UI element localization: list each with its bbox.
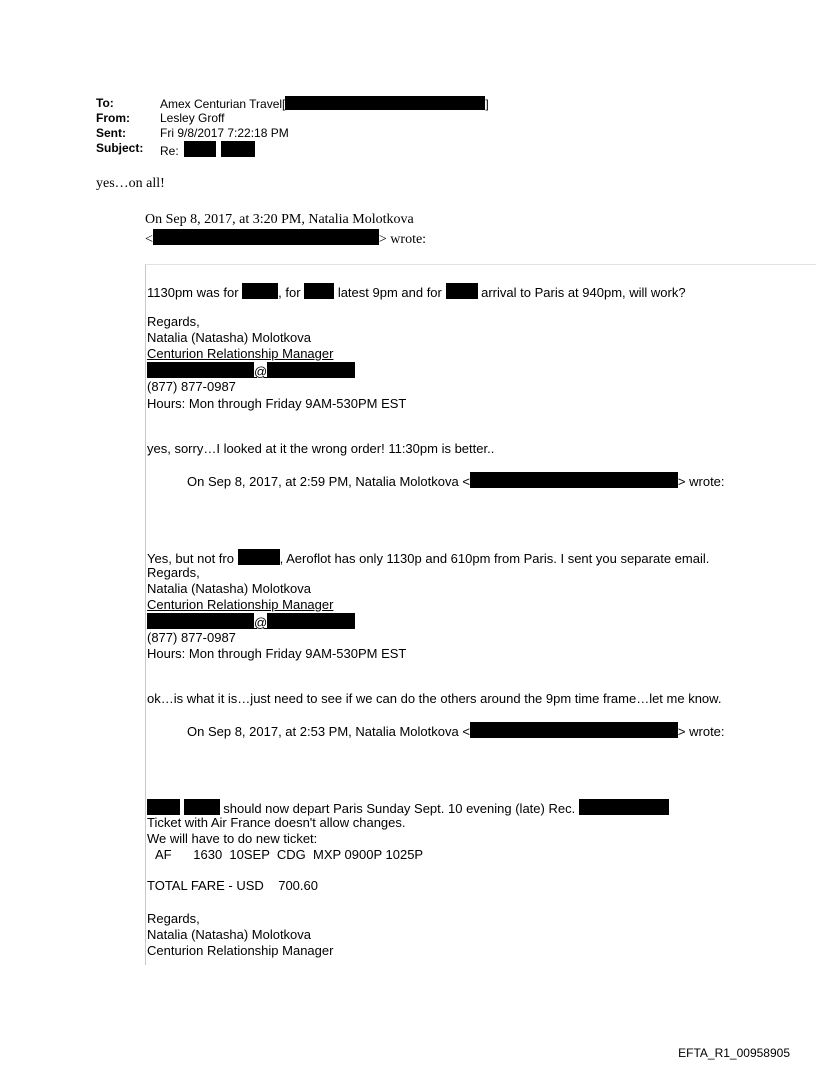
msg3-line3: We will have to do new ticket: bbox=[147, 831, 318, 846]
msg3-regards: Regards, bbox=[147, 911, 200, 926]
redaction-block bbox=[470, 722, 678, 738]
sent-value: Fri 9/8/2017 7:22:18 PM bbox=[160, 126, 289, 140]
redaction-block bbox=[147, 362, 254, 378]
redaction-block bbox=[285, 96, 485, 110]
to-label: To: bbox=[96, 96, 114, 110]
from-value: Lesley Groff bbox=[160, 111, 225, 125]
sig2-name: Natalia (Natasha) Molotkova bbox=[147, 581, 312, 596]
msg1-line: 1130pm was for , for latest 9pm and for arrival to Paris at 940pm, will work? bbox=[147, 285, 686, 300]
msg2-line: Yes, but not fro , Aeroflot has only 1130p and 610pm from Paris. I sent you separate email. bbox=[147, 551, 710, 566]
redaction-block bbox=[267, 362, 355, 378]
msg3-sig-title: Centurion Relationship Manager bbox=[147, 943, 334, 958]
quoted-intro-line1: On Sep 8, 2017, at 3:20 PM, Natalia Molotkova bbox=[145, 212, 414, 227]
reply2-text: yes, sorry…I looked at it the wrong order! 11:30pm is better.. bbox=[147, 441, 495, 456]
msg3-flight: AF 1630 10SEP CDG MXP 0900P 1025P bbox=[155, 847, 424, 862]
sig2-hours: Hours: Mon through Friday 9AM-530PM EST bbox=[147, 646, 407, 661]
redaction-block bbox=[238, 549, 280, 565]
redaction-block bbox=[470, 472, 678, 488]
msg3-line1: should now depart Paris Sunday Sept. 10 evening (late) Rec. bbox=[147, 799, 669, 816]
msg1-regards: Regards, bbox=[147, 314, 200, 329]
subject-value: Re: bbox=[160, 141, 255, 158]
msg2-regards: Regards, bbox=[147, 565, 200, 580]
sig2-title: Centurion Relationship Manager bbox=[147, 597, 334, 612]
document-id: EFTA_R1_00958905 bbox=[678, 1046, 790, 1060]
sent-label: Sent: bbox=[96, 126, 126, 140]
sig1-name: Natalia (Natasha) Molotkova bbox=[147, 330, 312, 345]
sig1-hours: Hours: Mon through Friday 9AM-530PM EST bbox=[147, 396, 407, 411]
subject-label: Subject: bbox=[96, 141, 144, 155]
sig1-phone: (877) 877-0987 bbox=[147, 379, 236, 394]
sig1-title: Centurion Relationship Manager bbox=[147, 346, 334, 361]
from-label: From: bbox=[96, 111, 130, 125]
redaction-block bbox=[579, 799, 669, 815]
sig1-email: @ bbox=[147, 362, 355, 379]
msg3-line2: Ticket with Air France doesn't allow changes. bbox=[147, 815, 406, 830]
redaction-block bbox=[267, 613, 355, 629]
redaction-block bbox=[153, 229, 379, 245]
redaction-block bbox=[221, 141, 255, 157]
redaction-block bbox=[147, 613, 254, 629]
msg3-fare: TOTAL FARE - USD 700.60 bbox=[147, 878, 318, 893]
quoted-intro-line2: < > wrote: bbox=[145, 229, 426, 248]
redaction-block bbox=[304, 283, 334, 299]
quote2-header: On Sep 8, 2017, at 2:59 PM, Natalia Molotkova < > wrote: bbox=[187, 474, 725, 489]
reply3-text: ok…is what it is…just need to see if we can do the others around the 9pm time frame…let me know. bbox=[147, 691, 722, 706]
sig2-email: @ bbox=[147, 613, 355, 630]
msg3-sig-name: Natalia (Natasha) Molotkova bbox=[147, 927, 312, 942]
redaction-block bbox=[184, 799, 220, 815]
redaction-block bbox=[446, 283, 478, 299]
redaction-block bbox=[242, 283, 278, 299]
redaction-block bbox=[147, 799, 180, 815]
redaction-block bbox=[184, 141, 216, 157]
sig2-phone: (877) 877-0987 bbox=[147, 630, 236, 645]
to-value: Amex Centurian Travel[ ] bbox=[160, 97, 489, 111]
quote3-header: On Sep 8, 2017, at 2:53 PM, Natalia Molotkova < > wrote: bbox=[187, 724, 725, 739]
reply-text: yes…on all! bbox=[96, 176, 165, 191]
